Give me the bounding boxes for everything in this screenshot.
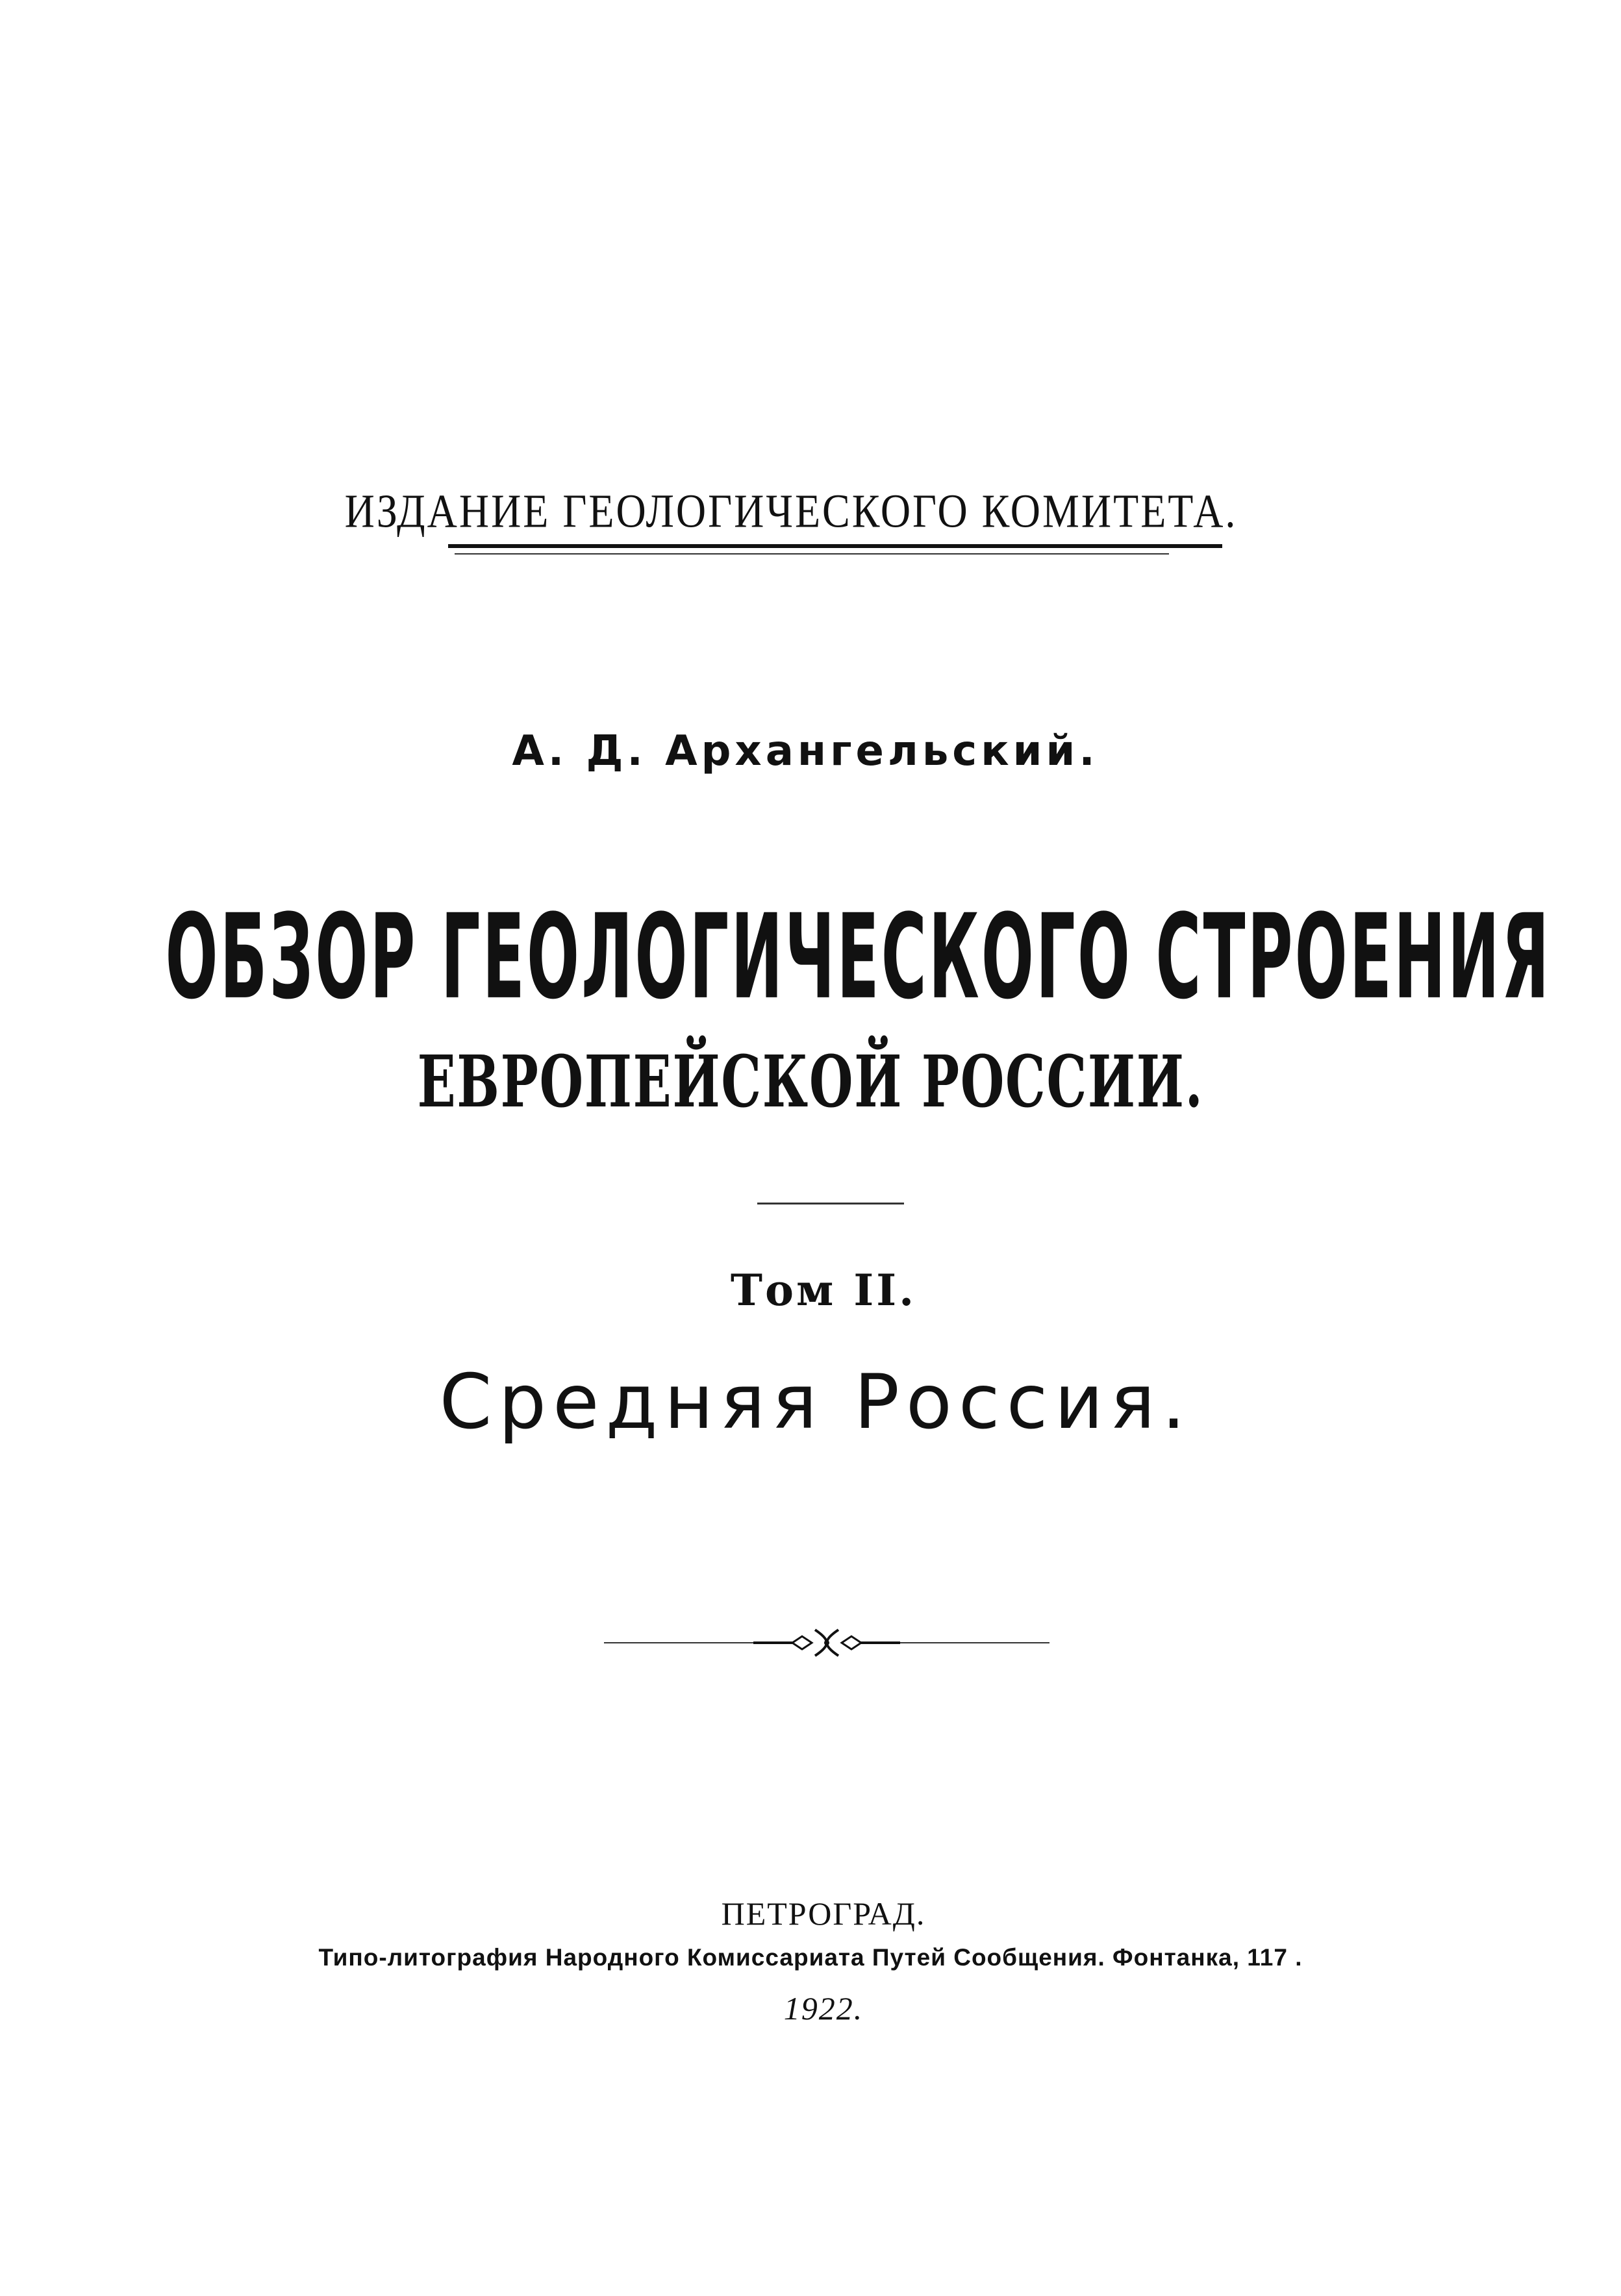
book-title-line-1: ОБЗОР ГЕОЛОГИЧЕСКОГО СТРОЕНИЯ <box>165 890 1552 1026</box>
publisher-underline-thin <box>455 553 1169 555</box>
ornamental-divider-icon <box>604 1623 1049 1662</box>
publication-city: ПЕТРОГРАД. <box>721 1895 926 1932</box>
publisher-heading: ИЗДАНИЕ ГЕОЛОГИЧЕСКОГО КОМИТЕТА. <box>344 484 1238 538</box>
title-divider <box>757 1203 904 1204</box>
book-title-line-2: ЕВРОПЕЙСКОЙ РОССИИ. <box>417 1039 1204 1123</box>
publisher-underline <box>448 544 1222 548</box>
printer-imprint: Типо-литография Народного Комиссариата Путей Сообщения. Фонтанка, 117 . <box>318 1944 1303 1971</box>
author-name: А. Д. Архангельский. <box>512 727 1099 775</box>
volume-subtitle: Средняя Россия. <box>439 1358 1192 1446</box>
volume-number: Том II. <box>730 1265 917 1316</box>
publication-year: 1922. <box>783 1990 864 2027</box>
